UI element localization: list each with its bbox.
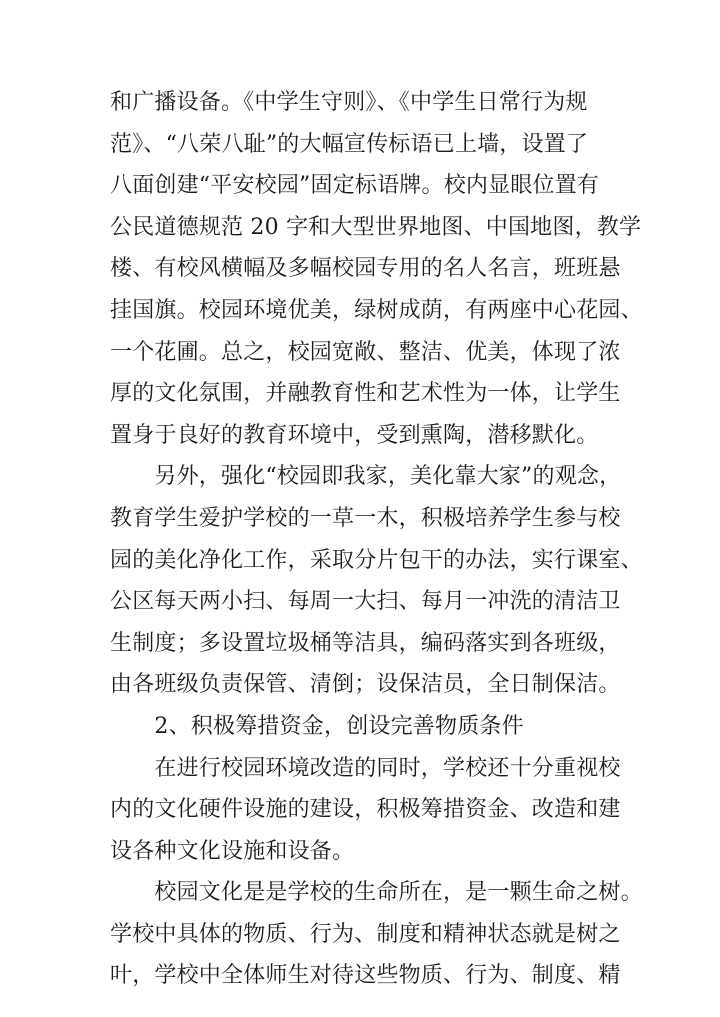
text-line: 在进行校园环境改造的同时，学校还十分重视校 (110, 755, 621, 781)
text-line: 八面创建“平安校园”固定标语牌。校内显眼位置有 (110, 173, 600, 199)
text-line: 另外，强化“校园即我家，美化靠大家”的观念， (110, 464, 622, 490)
text-line: 园的美化净化工作，采取分片包干的办法，实行课室、 (110, 547, 643, 573)
text-line: 校园文化是是学校的生命所在，是一颗生命之树。 (110, 880, 643, 906)
text-line: 内的文化硬件设施的建设，积极筹措资金、改造和建 (110, 797, 621, 823)
text-line: 范》、“八荣八耻”的大幅宣传标语已上墙，设置了 (110, 131, 589, 157)
text-line: 公区每天两小扫、每周一大扫、每月一冲洗的清洁卫 (110, 589, 621, 615)
text-line: 置身于良好的教育环境中，受到熏陶，潜移默化。 (110, 422, 599, 448)
text-line: 由各班级负责保管、清倒；设保洁员，全日制保洁。 (110, 672, 621, 698)
text-line: 生制度；多设置垃圾桶等洁具，编码落实到各班级， (110, 630, 621, 656)
text-line: 楼、有校风横幅及多幅校园专用的名人名言，班班悬 (110, 256, 621, 282)
body-text (110, 82, 643, 997)
text-line: 厚的文化氛围，并融教育性和艺术性为一体，让学生 (110, 381, 621, 407)
text-line: 叶，学校中全体师生对待这些物质、行为、制度、精 (110, 963, 621, 989)
text-line: 公民道德规范 20 字和大型世界地图、中国地图，教学 (110, 214, 642, 240)
text-line: 挂国旗。校园环境优美，绿树成荫，有两座中心花园、 (110, 297, 643, 323)
section-heading: 2、积极筹措资金，创设完善物质条件 (110, 713, 524, 739)
text-line: 教育学生爱护学校的一草一木，积极培养学生参与校 (110, 505, 621, 531)
text-line: 一个花圃。总之，校园宽敞、整洁、优美，体现了浓 (110, 339, 621, 365)
text-line: 学校中具体的物质、行为、制度和精神状态就是树之 (110, 921, 621, 947)
text-line: 和广播设备。《中学生守则》、《中学生日常行为规 (110, 90, 588, 115)
text-line: 设各种文化设施和设备。 (110, 838, 355, 864)
